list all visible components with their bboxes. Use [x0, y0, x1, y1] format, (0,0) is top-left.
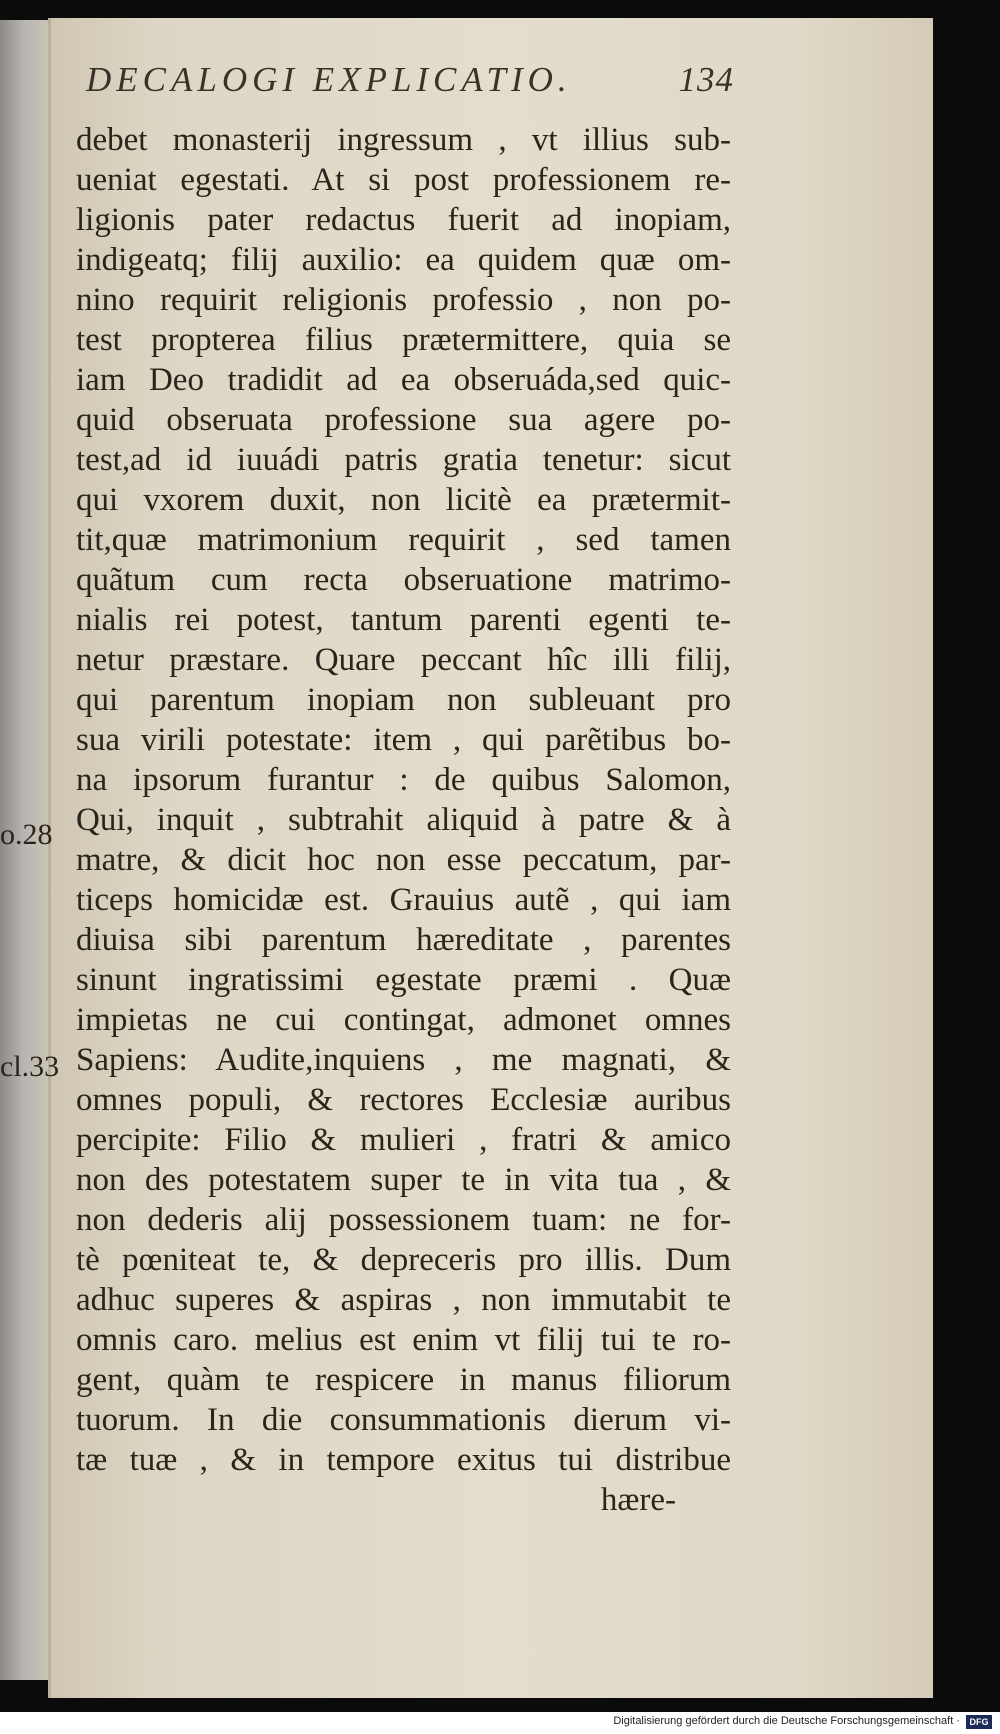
- text-line: tit,quæ matrimonium requirit , sed tamen: [76, 522, 731, 558]
- running-header: [86, 60, 734, 100]
- text-line: sinunt ingratissimi egestate præmi . Quæ: [76, 962, 731, 998]
- text-line: quãtum cum recta obseruatione matrimo-: [76, 562, 731, 598]
- page-number: 134: [678, 60, 734, 99]
- text-line: ueniat egestati. At si post professionem re-: [76, 162, 731, 198]
- text-line: ticeps homicidæ est. Grauius autẽ , qui iam: [76, 882, 731, 918]
- text-line: adhuc superes & aspiras , non immutabit te: [76, 1282, 731, 1318]
- text-line: non des potestatem super te in vita tua , &: [76, 1162, 731, 1198]
- text-line: Qui, inquit , subtrahit aliquid à patre & à: [76, 802, 731, 838]
- margin-reference-1: o.28: [0, 818, 53, 851]
- text-line: ligionis pater redactus fuerit ad inopiam,: [76, 202, 731, 238]
- text-line: nino requirit religionis professio , non po-: [76, 282, 731, 318]
- text-line: omnes populi, & rectores Ecclesiæ auribus: [76, 1082, 731, 1118]
- text-line: non dederis alij possessionem tuam: ne for-: [76, 1202, 731, 1238]
- text-line: qui vxorem duxit, non licitè ea prætermit-: [76, 482, 731, 518]
- margin-reference-2: cl.33: [0, 1050, 60, 1083]
- text-line: diuisa sibi parentum hæreditate , parentes: [76, 922, 731, 958]
- text-line: test,ad id iuuádi patris gratia tenetur: sicut: [76, 442, 731, 478]
- text-line: tuorum. In die consummationis dierum vi-: [76, 1402, 731, 1438]
- text-line: test propterea filius prætermittere, quia se: [76, 322, 731, 358]
- body-text: [76, 120, 731, 1480]
- text-line: quid obseruata professione sua agere po-: [76, 402, 731, 438]
- header-title: DECALOGI EXPLICATIO.: [86, 60, 572, 99]
- text-line: gent, quàm te respicere in manus filiorum: [76, 1362, 731, 1398]
- text-line: percipite: Filio & mulieri , fratri & amico: [76, 1122, 731, 1158]
- funding-credit: Digitalisierung gefördert durch die Deutsche Forschungsgemeinschaft ·: [613, 1715, 960, 1727]
- text-line: sua virili potestate: item , qui parẽtibus bo-: [76, 722, 731, 758]
- text-line: debet monasterij ingressum , vt illius sub-: [76, 122, 731, 158]
- text-line: nialis rei potest, tantum parenti egenti te-: [76, 602, 731, 638]
- text-line: Sapiens: Audite,inquiens , me magnati, &: [76, 1042, 731, 1078]
- text-line: matre, & dicit hoc non esse peccatum, par-: [76, 842, 731, 878]
- text-line: netur præstare. Quare peccant hîc illi filij,: [76, 642, 731, 678]
- text-line: omnis caro. melius est enim vt filij tui te ro-: [76, 1322, 731, 1358]
- catchword: hære-: [600, 1482, 676, 1518]
- text-line: iam Deo tradidit ad ea obseruáda,sed quic-: [76, 362, 731, 398]
- text-line: tè pœniteat te, & depreceris pro illis. Dum: [76, 1242, 731, 1278]
- dfg-logo: DFG: [966, 1715, 992, 1729]
- text-line: indigeatq; filij auxilio: ea quidem quæ om-: [76, 242, 731, 278]
- text-line: qui parentum inopiam non subleuant pro: [76, 682, 731, 718]
- footer-bar: [0, 1712, 1000, 1734]
- text-line: tæ tuæ , & in tempore exitus tui distribue: [76, 1442, 731, 1478]
- text-line: impietas ne cui contingat, admonet omnes: [76, 1002, 731, 1038]
- text-line: na ipsorum furantur : de quibus Salomon,: [76, 762, 731, 798]
